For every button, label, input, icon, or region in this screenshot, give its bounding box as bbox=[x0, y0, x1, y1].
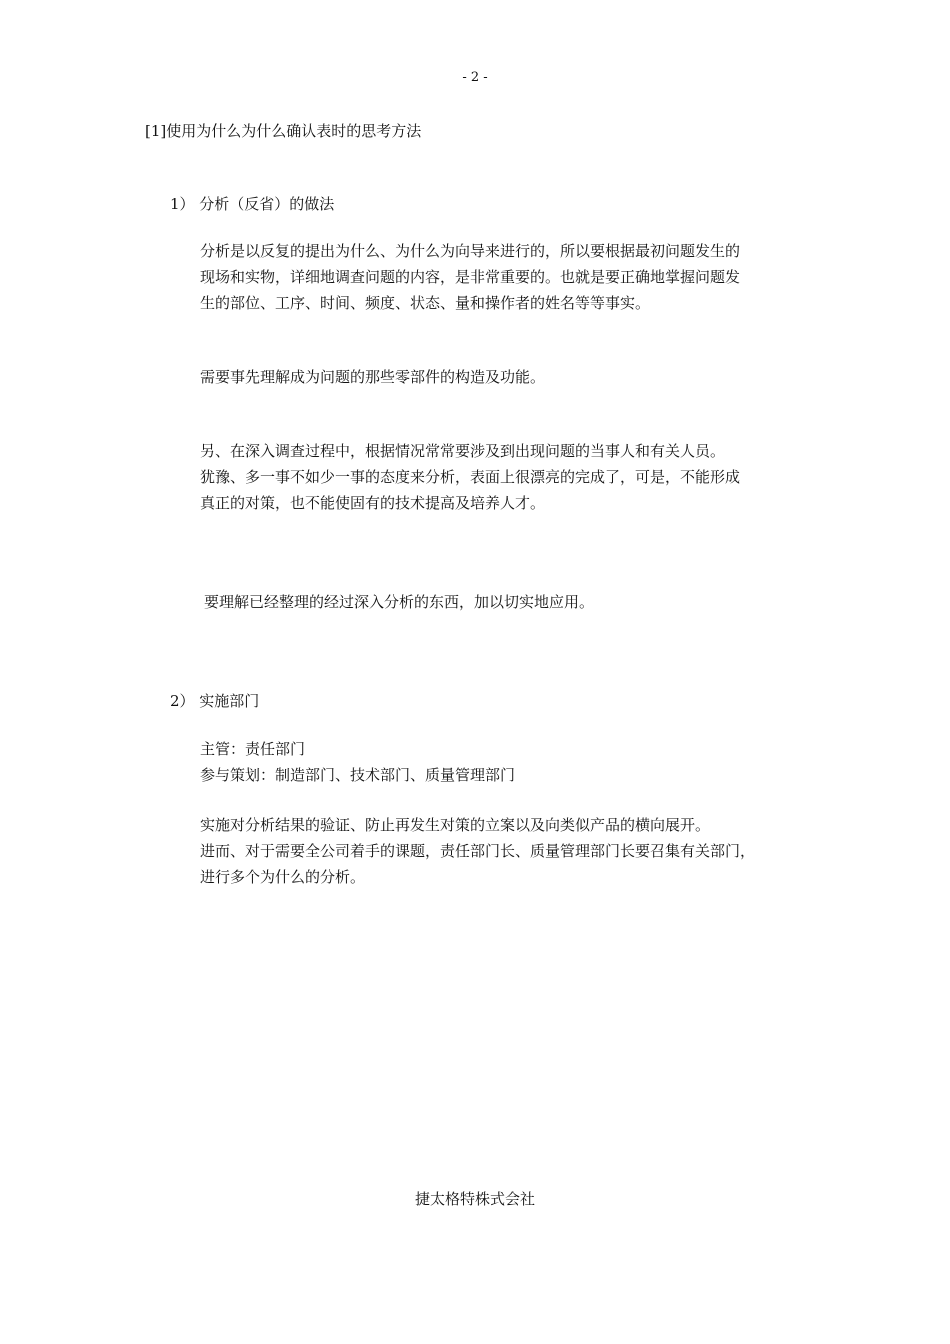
subsection-2-heading: 2） 实施部门 bbox=[170, 692, 260, 710]
subsection-2-paragraph-1 bbox=[200, 736, 515, 788]
text-line: 现场和实物，详细地调查问题的内容，是非常重要的。也就是要正确地掌握问题发 bbox=[200, 268, 741, 286]
text-line: 真正的对策，也不能使固有的技术提高及培养人才。 bbox=[200, 494, 546, 512]
text-line: 主管：责任部门 bbox=[200, 740, 306, 758]
section-title: [1]使用为什么为什么确认表时的思考方法 bbox=[145, 122, 422, 140]
text-line: 要理解已经整理的经过深入分析的东西，加以切实地应用。 bbox=[204, 593, 595, 611]
text-line: 实施对分析结果的验证、防止再发生对策的立案以及向类似产品的横向展开。 bbox=[200, 816, 711, 834]
text-line: 分析是以反复的提出为什么、为什么为向导来进行的，所以要根据最初问题发生的 bbox=[200, 242, 741, 260]
subsection-1-paragraph-4 bbox=[204, 589, 594, 615]
subsection-2-paragraph-2 bbox=[200, 812, 755, 890]
text-line: 另、在深入调查过程中，根据情况常常要涉及到出现问题的当事人和有关人员。 bbox=[200, 442, 726, 460]
text-line: 参与策划：制造部门、技术部门、质量管理部门 bbox=[200, 766, 516, 784]
subsection-1-paragraph-1 bbox=[200, 238, 740, 316]
subsection-1-paragraph-3 bbox=[200, 438, 740, 516]
subsection-1-heading: 1） 分析（反省）的做法 bbox=[170, 195, 335, 213]
text-line: 需要事先理解成为问题的那些零部件的构造及功能。 bbox=[200, 368, 546, 386]
text-line: 进而、对于需要全公司着手的课题，责任部门长、质量管理部门长要召集有关部门， bbox=[200, 842, 756, 860]
footer-company-name: 捷太格特株式会社 bbox=[414, 1190, 535, 1208]
subsection-1-paragraph-2 bbox=[200, 364, 545, 390]
text-line: 犹豫、多一事不如少一事的态度来分析，表面上很漂亮的完成了，可是，不能形成 bbox=[200, 468, 741, 486]
text-line: 进行多个为什么的分析。 bbox=[200, 868, 366, 886]
text-line: 生的部位、工序、时间、频度、状态、量和操作者的姓名等等事实。 bbox=[200, 294, 651, 312]
page-number: - 2 - bbox=[462, 70, 488, 85]
